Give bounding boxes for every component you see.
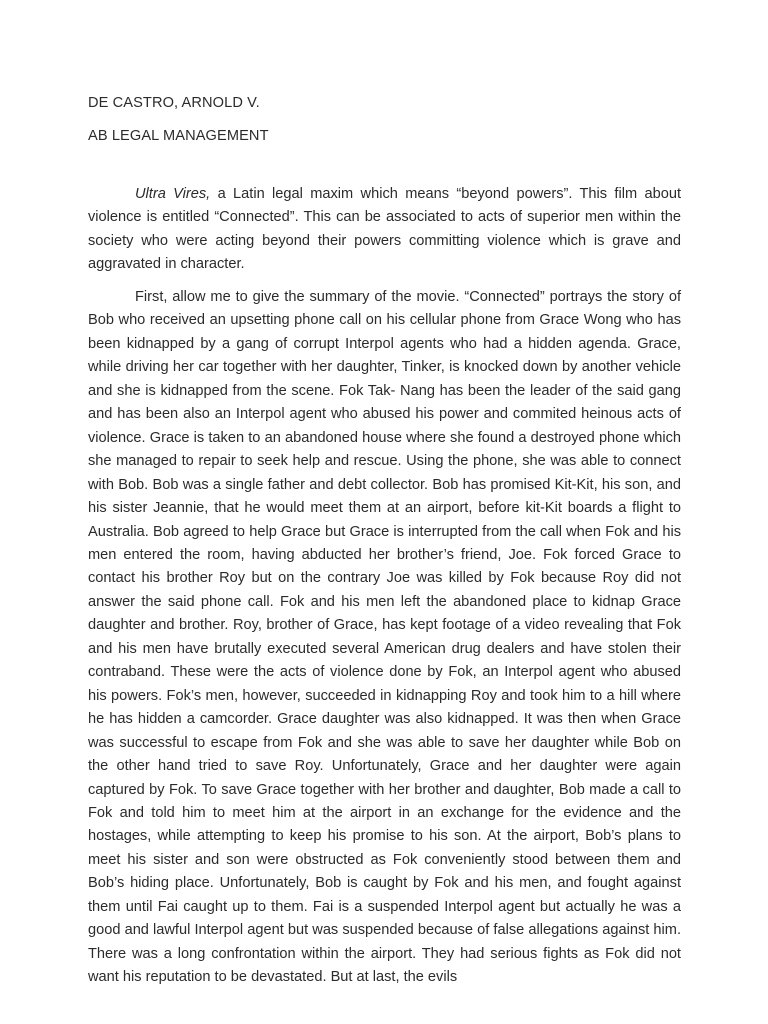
author-course: AB LEGAL MANAGEMENT <box>88 128 269 144</box>
intro-term: Ultra Vires, <box>135 186 211 202</box>
author-name: DE CASTRO, ARNOLD V. <box>88 95 260 111</box>
intro-paragraph <box>88 183 681 277</box>
summary-paragraph: First, allow me to give the summary of the movie. “Connected” portrays the story of Bob who received an upsetting phone call on his cellular phone from Grace Wong who has been kidnapped by a gang of corrupt Interpol agents who had a hidden agenda. Grace, while driving her car together with her daughter, Tinker, is knocked down by another vehicle and she is kidnapped from the scene. Fok Tak- Nang has been the leader of the said gang and has been also an Interpol agent who abused his power and commited heinous acts of violence. Grace is taken to an abandoned house where she found a destroyed phone which she managed to repair to seek help and rescue. Using the phone, she was able to connect with Bob. Bob was a single father and debt collector. Bob has promised Kit-Kit, his son, and his sister Jeannie, that he would meet them at an airport, before kit-Kit boards a flight to Australia. Bob agreed to help Grace but Grace is interrupted from the call when Fok and his men entered the room, having abducted her brother’s friend, Joe. Fok forced Grace to contact his brother Roy but on the contrary Joe was killed by Fok because Roy did not answer the said phone call. Fok and his men left the abandoned place to kidnap Grace daughter and brother. Roy, brother of Grace, has kept footage of a video revealing that Fok and his men have brutally executed several American drug dealers and have stolen their contraband. These were the acts of violence done by Fok, an Interpol agent who abused his powers. Fok’s men, however, succeeded in kidnapping Roy and took him to a hill where he has hidden a camcorder. Grace daughter was also kidnapped. It was then when Grace was successful to escape from Fok and she was able to save her daughter while Bob on the other hand tried to save Roy. Unfortunately, Grace and her daughter were again captured by Fok. To save Grace together with her brother and daughter, Bob made a call to Fok and told him to meet him at the airport in an exchange for the evidence and the hostages, while attempting to keep his promise to his son. At the airport, Bob’s plans to meet his sister and son were obstructed as Fok conveniently stood between them and Bob’s hiding place. Unfortunately, Bob is caught by Fok and his men, and fought against them until Fai caught up to them. Fai is a suspended Interpol agent but actually he was a good and lawful Interpol agent but was suspended because of false allegations against him. There was a long confrontation within the airport. They had serious fights as Fok did not want his reputation to be devastated. But at last, the evils <box>88 289 681 986</box>
intro-text: a Latin legal maxim which means “beyond powers”. This film about violence is entitled “Connected”. This can be associated to acts of superior men within the society who were acting beyond their powers committing violence which is grave and aggravated in character. <box>88 186 681 273</box>
